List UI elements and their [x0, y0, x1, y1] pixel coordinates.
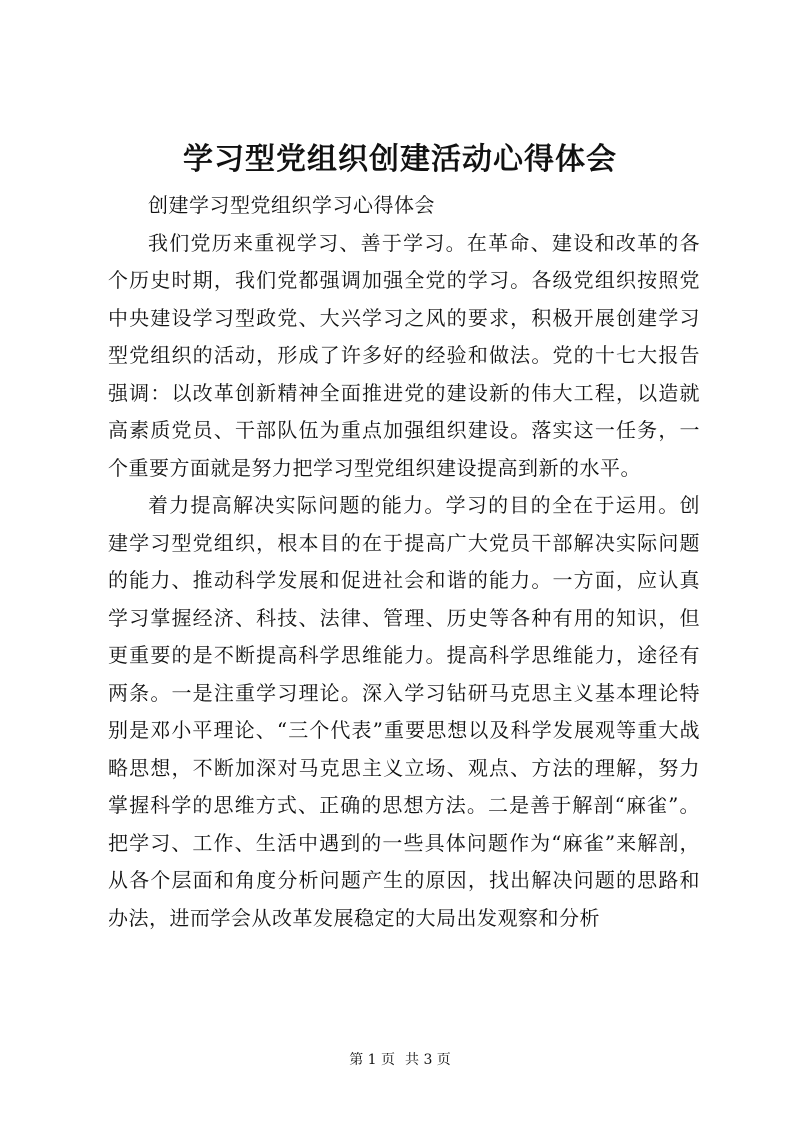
subtitle-paragraph: 创建学习型党组织学习心得体会	[148, 193, 435, 217]
body-paragraph: 着力提高解决实际问题的能力。学习的目的全在于运用。创建学习型党组织，根本目的在于提高广大党员干部解决实际问题的能力、推动科学发展和促进社会和谐的能力。一方面，应认真学习掌握经济、科技、法律、管理、历史等各种有用的知识，但更重要的是不断提高科学思维能力。提高科学思维能力，途径有两条。一是注重学习理论。深入学习钻研马克思主义基本理论特别是邓小平理论、“三个代表”重要思想以及科学发展观等重大战略思想，不断加深对马克思主义立场、观点、方法的理解，努力掌握科学的思维方式、正确的思想方法。二是善于解剖“麻雀”。把学习、工作、生活中遇到的一些具体问题作为“麻雀”来解剖，从各个层面和角度分析问题产生的原因，找出解决问题的思路和办法，进而学会从改革发展稳定的大局出发观察和分析	[108, 493, 700, 930]
body-paragraph: 我们党历来重视学习、善于学习。在革命、建设和改革的各个历史时期，我们党都强调加强全党的学习。各级党组织按照党中央建设学习型政党、大兴学习之风的要求，积极开展创建学习型党组织的活动，形成了许多好的经验和做法。党的十七大报告强调：以改革创新精神全面推进党的建设新的伟大工程，以造就高素质党员、干部队伍为重点加强组织建设。落实这一任务，一个重要方面就是努力把学习型党组织建设提高到新的水平。	[108, 230, 700, 480]
document-title: 学习型党组织创建活动心得体会	[183, 142, 617, 177]
page-number: 第 1 页	[349, 1052, 395, 1068]
page-footer	[0, 1050, 800, 1070]
document-body	[108, 187, 700, 937]
page-total: 共 3 页	[405, 1052, 451, 1068]
